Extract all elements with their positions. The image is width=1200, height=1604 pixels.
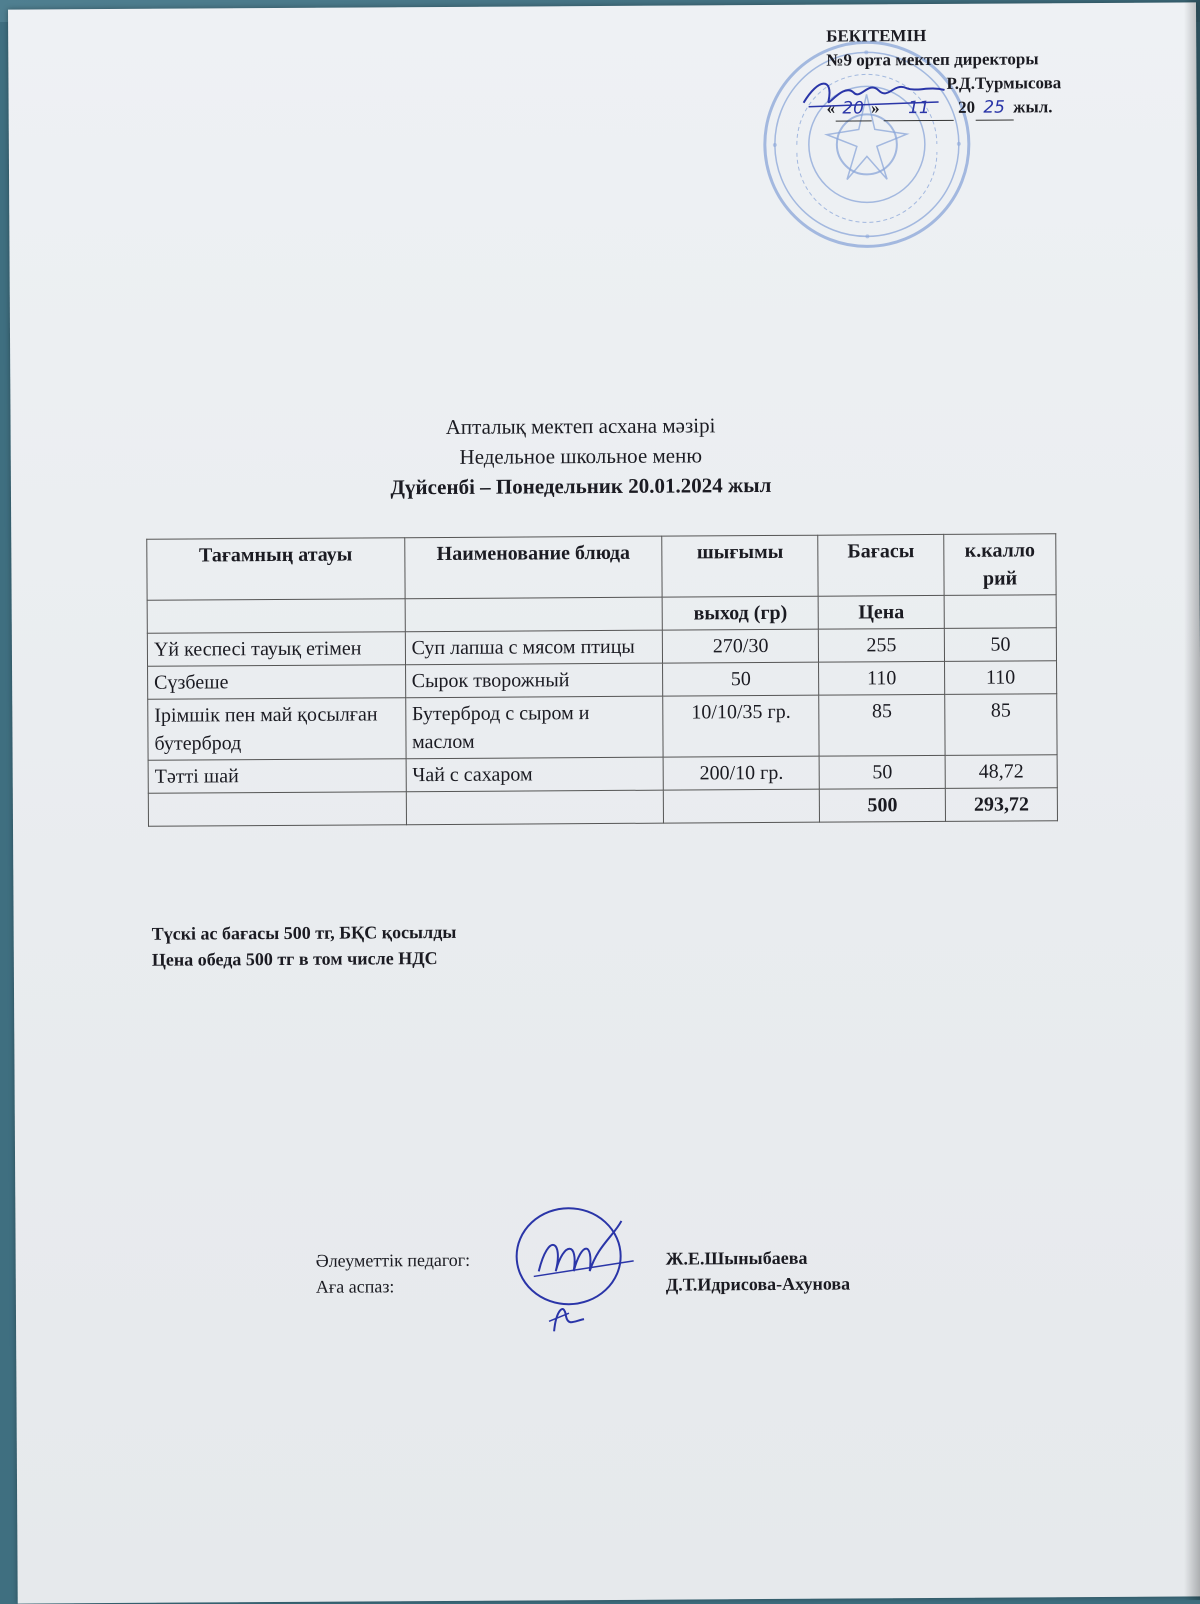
approval-director-name: Р.Д.Турмысова	[946, 73, 1062, 93]
total-cell	[664, 789, 820, 823]
table-row	[148, 661, 1057, 700]
approval-block	[826, 23, 1127, 122]
title-ru: Недельное школьное меню	[459, 443, 703, 469]
approval-position: №9 орта мектеп директоры	[826, 49, 1039, 70]
cell-dish-kz: Сүзбеше	[148, 665, 406, 700]
approval-date	[827, 95, 1127, 122]
signature-name: Д.Т.Идрисова-Ахунова	[665, 1273, 851, 1295]
cell-yield: 200/10 гр.	[663, 756, 819, 790]
cell-yield: 10/10/35 гр.	[663, 695, 819, 757]
signature-name: Ж.Е.Шыныбаева	[665, 1247, 808, 1269]
note-kz: Түскі ас бағасы 500 тг, БҚС қосылды	[151, 921, 457, 944]
approval-title: БЕКІТЕМІН	[826, 26, 927, 46]
table-total-row	[148, 788, 1057, 827]
table-row	[147, 628, 1056, 667]
cell-price: 110	[819, 661, 945, 695]
header-price: Бағасы	[818, 534, 944, 596]
signature-role: Әлеуметтік педагог:	[315, 1249, 471, 1271]
date-day: 20	[835, 96, 871, 121]
table-row	[148, 755, 1057, 794]
cell-calories: 48,72	[945, 755, 1057, 789]
cell-dish-ru: Чай с сахаром	[406, 757, 664, 792]
subheader-cell	[405, 597, 663, 632]
date-year: 25	[975, 95, 1013, 120]
cell-price: 50	[819, 755, 945, 789]
cell-dish-ru: Сырок творожный	[405, 663, 663, 698]
day-line: Дүйсенбі – Понедельник 20.01.2024 жыл	[390, 472, 772, 500]
total-calories: 293,72	[945, 788, 1057, 822]
header-calories: к.калло рий	[944, 534, 1056, 596]
date-close-quote: »	[871, 98, 880, 118]
cell-dish-kz: Үй кеспесі тауық етімен	[147, 632, 405, 667]
header-dish-kz: Тағамның атауы	[147, 538, 405, 601]
subheader-yield: выход (гр)	[662, 596, 818, 630]
header-dish-ru: Наименование блюда	[404, 536, 662, 599]
signature-role: Аға аспаз:	[315, 1276, 395, 1297]
document-page	[8, 2, 1200, 1603]
subheader-price: Цена	[818, 595, 944, 629]
cell-calories: 85	[945, 694, 1057, 756]
cell-dish-kz: Тәтті шай	[148, 759, 406, 794]
signatures-block	[316, 1245, 851, 1300]
date-year-prefix: 20	[958, 97, 976, 117]
cell-yield: 50	[663, 662, 819, 696]
note-ru: Цена обеда 500 тг в том числе НДС	[151, 948, 438, 970]
subheader-cell	[944, 595, 1056, 629]
cell-yield: 270/30	[663, 629, 819, 663]
menu-titles	[140, 408, 1021, 503]
total-cell	[406, 790, 664, 825]
table-subheader-row	[147, 595, 1056, 634]
price-notes	[152, 919, 457, 973]
date-suffix: жыл.	[1013, 97, 1053, 117]
right-edge-shadow	[1184, 0, 1200, 1600]
cell-dish-kz: Ірімшік пен май қосылған бутерброд	[148, 698, 406, 761]
date-month: 11	[884, 96, 954, 121]
cell-calories: 50	[944, 628, 1056, 662]
signature-row	[316, 1245, 850, 1274]
table-header-row	[147, 534, 1056, 601]
table-row	[148, 694, 1057, 761]
total-cell	[148, 792, 406, 827]
cell-price: 255	[818, 628, 944, 662]
cell-dish-ru: Бутерброд с сыром и маслом	[405, 696, 663, 759]
cell-calories: 110	[945, 661, 1057, 695]
menu-table	[146, 533, 1058, 827]
header-yield: шығымы	[662, 535, 818, 597]
signature-row	[316, 1271, 850, 1300]
total-price: 500	[819, 788, 945, 822]
title-kz: Апталық мектеп асхана мәзірі	[445, 413, 716, 439]
subheader-cell	[147, 599, 405, 634]
cell-dish-ru: Суп лапша с мясом птицы	[405, 630, 663, 665]
date-open-quote: «	[826, 98, 836, 118]
cell-price: 85	[819, 694, 945, 756]
